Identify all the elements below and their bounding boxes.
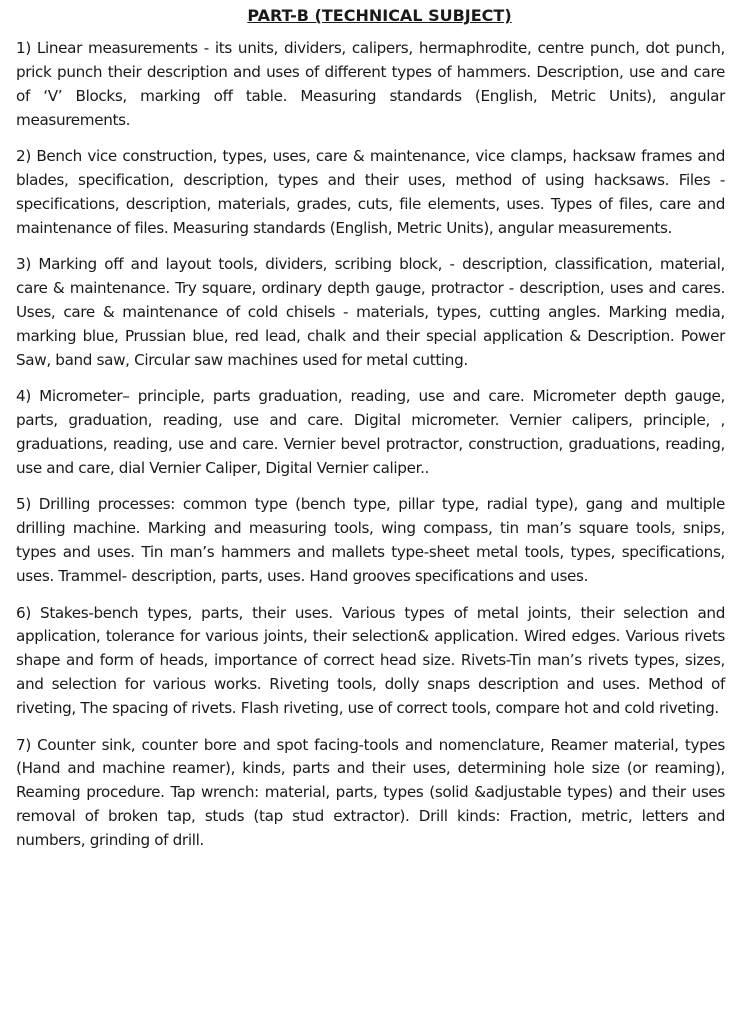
- syllabus-item-7: 7) Counter sink, counter bore and spot facing-tools and nomenclature, Reamer material, types (Hand and machine reamer), kinds, parts and their uses, determining hole size (or reaming), Reaming procedure. Tap wrench: material, parts, types (solid &adjustable types) and their uses removal of broken tap, studs (tap stud extractor). Drill kinds: Fraction, metric, letters and numbers, grinding of drill.: [16, 735, 725, 850]
- syllabus-item-3: 3) Marking off and layout tools, dividers, scribing block, - description, classification, material, care & maintenance. Try square, ordinary depth gauge, protractor - description, uses and cares. Uses, care & maintenance of cold chisels - materials, types, cutting angles. Marking media, marking blue, Prussian blue, red lead, chalk and their special application & Description. Power Saw, band saw, Circular saw machines used for metal cutting.: [16, 255, 725, 369]
- syllabus-item-4: 4) Micrometer– principle, parts graduation, reading, use and care. Micrometer depth gauge, parts, graduation, reading, use and care. Digital micrometer. Vernier calipers, principle, , graduations, reading, use and care. Vernier bevel protractor, construction, graduations, reading, use and care, dial Vernier Caliper, Digital Vernier caliper..: [16, 387, 725, 477]
- syllabus-item-1: 1) Linear measurements - its units, dividers, calipers, hermaphrodite, centre punch, dot punch, prick punch their description and uses of different types of hammers. Description, use and care of ‘V’ Blocks, marking off table. Measuring standards (English, Metric Units), angular measurements.: [16, 39, 725, 129]
- syllabus-item-5: 5) Drilling processes: common type (bench type, pillar type, radial type), gang and multiple drilling machine. Marking and measuring tools, wing compass, tin man’s square tools, snips, types and uses. Tin man’s hammers and mallets type-sheet metal tools, types, specifications, uses. Trammel- description, parts, uses. Hand grooves specifications and uses.: [16, 495, 725, 586]
- page-title: PART-B (TECHNICAL SUBJECT): [247, 6, 512, 25]
- syllabus-item-6: 6) Stakes-bench types, parts, their uses. Various types of metal joints, their selection and application, tolerance for various joints, their selection& application. Wired edges. Various rivets shape and form of heads, importance of correct head size. Rivets-Tin man’s rivets types, sizes, and selection for various works. Riveting tools, dolly snaps description and uses. Method of riveting, The spacing of rivets. Flash riveting, use of correct tools, compare hot and cold riveting.: [16, 603, 725, 718]
- syllabus-item-2: 2) Bench vice construction, types, uses, care & maintenance, vice clamps, hacksaw frames and blades, specification, description, types and their uses, method of using hacksaws. Files - specifications, description, materials, grades, cuts, file elements, uses. Types of files, care and maintenance of files. Measuring standards (English, Metric Units), angular measurements.: [16, 147, 725, 237]
